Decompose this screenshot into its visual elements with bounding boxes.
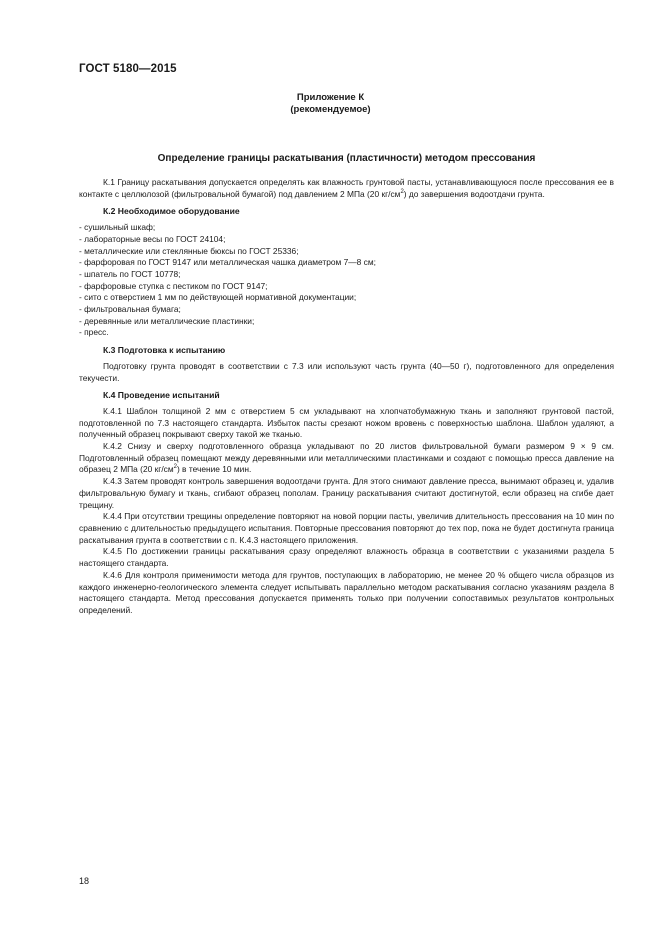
- paragraph-k42: К.4.2 Снизу и сверху подготовленного образца укладывают по 20 листов фильтровальной бумаги размером 9 × 9 см. Подготовленный образец помещают между деревянными или металлическими пластинками и создают с помощью пресса давление на образец 2 МПа (20 $кг/см^2$) в течение 10 мин.: [79, 441, 614, 475]
- list-item: - фильтровальная бумага;: [79, 304, 614, 316]
- section-k3-heading: К.3 Подготовка к испытанию: [103, 345, 226, 356]
- appendix-subtitle: (рекомендуемое): [290, 104, 371, 115]
- list-item: - шпатель по ГОСТ 10778;: [79, 269, 614, 281]
- paragraph-k44: К.4.4 При отсутствии трещины определение повторяют на новой порции пасты, увеличив длительность прессования на 10 мин по сравнению с длительностью предыдущего испытания. Повторные прессования повторяют до тех пор, пока не будет достигнута граница раскатывания грунта в соответствии с п. К.4.3 настоящего приложения.: [79, 511, 614, 545]
- standard-header: ГОСТ 5180—2015: [79, 63, 177, 75]
- paragraph-k1: К.1 Границу раскатывания допускается определять как влажность грунтовой пасты, устанавливающуюся после прессования ее в контакте с целлюлозой (фильтровальной бумагой) под давлением 2 МПа (20 $кг/см^2$) до завершения водоотдачи грунта.: [79, 177, 614, 199]
- list-item: - фарфоровая по ГОСТ 9147 или металлическая чашка диаметром 7—8 см;: [79, 257, 614, 269]
- paragraph-k41: К.4.1 Шаблон толщиной 2 мм с отверстием 5 см укладывают на хлопчатобумажную ткань и заполняют грунтовой пастой, подготовленной по 7.3 настоящего стандарта. Избыток пасты срезают ножом вровень с поверхностью шаблона. Шаблон удаляют, а полученный образец покрывают сверху такой же тканью.: [79, 405, 614, 440]
- list-item: - сушильный шкаф;: [79, 222, 614, 234]
- paragraph-k3: Подготовку грунта проводят в соответствии с 7.3 или используют часть грунта (40—50 г), подготовленного для определения текучести.: [79, 360, 614, 383]
- document-title: Определение границы раскатывания (пластичности) методом прессования: [157, 153, 536, 164]
- section-k4-heading: К.4 Проведение испытаний: [103, 390, 220, 401]
- list-item: - металлические или стеклянные бюксы по ГОСТ 25336;: [79, 246, 614, 258]
- list-item: - сито с отверстием 1 мм по действующей нормативной документации;: [79, 292, 614, 304]
- list-item: - пресс.: [79, 327, 614, 339]
- paragraph-k46: К.4.6 Для контроля применимости метода для грунтов, поступающих в лабораторию, не менее 20 % общего числа образцов из каждого инженерно-геологического элемента следует испытывать параллельно методом раскатывания согласно указаниям раздела 8 настоящего стандарта. Метод прессования допускается применять только при получении сопоставимых результатов контрольных определений.: [79, 569, 614, 615]
- list-item: - лабораторные весы по ГОСТ 24104;: [79, 234, 614, 246]
- page-number: 18: [79, 876, 90, 886]
- equipment-list: [79, 222, 614, 339]
- appendix-title: Приложение К: [296, 92, 365, 103]
- paragraph-k43: К.4.3 Затем проводят контроль завершения водоотдачи грунта. Для этого снимают давление пресса, вынимают образец и, удалив фильтровальную бумагу и ткань, сгибают образец пополам. Границу раскатывания считают достигнутой, если образец на сгибе дает трещину.: [79, 476, 614, 510]
- appendix-heading: [0, 92, 661, 116]
- list-item: - деревянные или металлические пластинки;: [79, 316, 614, 328]
- list-item: - фарфоровые ступка с пестиком по ГОСТ 9147;: [79, 281, 614, 293]
- paragraph-k45: К.4.5 По достижении границы раскатывания сразу определяют влажность образца в соответствии с указаниями раздела 5 настоящего стандарта.: [79, 546, 614, 569]
- section-k2-heading: К.2 Необходимое оборудование: [103, 206, 240, 217]
- document-body: [79, 177, 614, 617]
